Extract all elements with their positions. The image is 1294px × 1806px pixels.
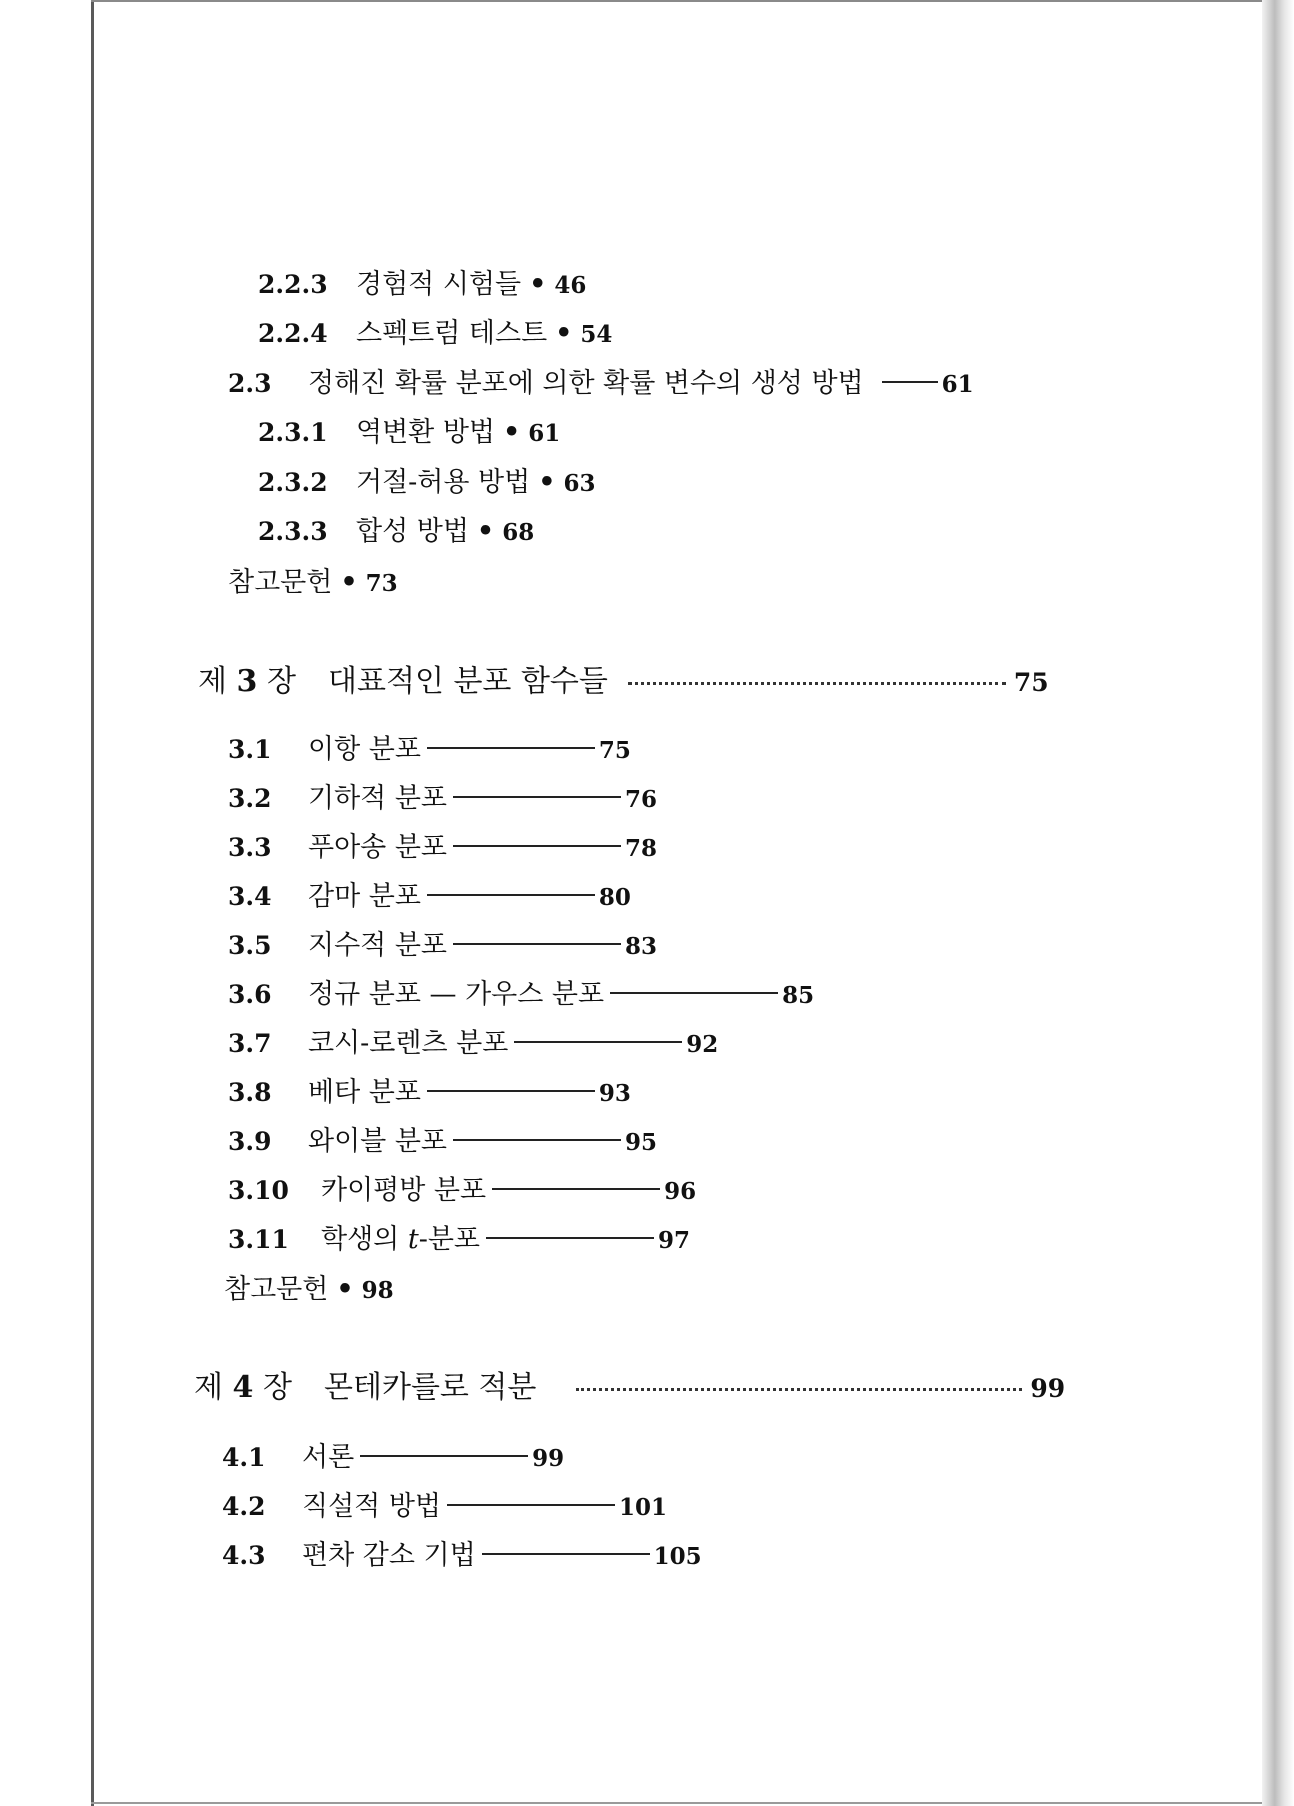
leader-rule — [882, 381, 938, 383]
bullet-separator: • — [340, 567, 358, 598]
toc-entry-3-2 — [228, 782, 657, 817]
entry-number: 3.2 — [228, 784, 272, 813]
entry-page: 98 — [361, 1277, 394, 1304]
bullet-separator: • — [336, 1274, 354, 1305]
entry-title: 직설적 방법 — [302, 1491, 441, 1522]
entry-page: 105 — [653, 1543, 702, 1570]
leader-rule — [427, 1090, 595, 1092]
entry-number: 3.8 — [228, 1078, 272, 1107]
title-prefix: 학생의 — [321, 1224, 400, 1255]
chapter-digit: 3 — [236, 664, 258, 699]
entry-title: 참고문헌 — [224, 1274, 329, 1305]
entry-title: 서론 — [302, 1442, 355, 1473]
leader-rule — [453, 943, 621, 945]
entry-title: 참고문헌 — [228, 567, 333, 598]
entry-page: 68 — [502, 519, 535, 546]
chapter-title: 대표적인 분포 함수들 — [328, 664, 608, 699]
entry-title: 이항 분포 — [308, 734, 421, 765]
page-edge-left — [91, 0, 94, 1806]
entry-number: 4.2 — [222, 1492, 266, 1521]
bullet-separator: • — [503, 417, 521, 448]
entry-page: 99 — [532, 1445, 565, 1472]
entry-title: 경험적 시험들 — [356, 269, 522, 300]
leader-rule — [447, 1504, 615, 1506]
entry-page: 54 — [580, 321, 613, 348]
dotted-leader — [628, 682, 1006, 685]
toc-entry-2-3-3 — [258, 515, 534, 550]
entry-title: 와이블 분포 — [308, 1126, 447, 1157]
entry-title: 편차 감소 기법 — [302, 1540, 476, 1571]
toc-entry-4-3 — [222, 1539, 702, 1574]
chapter-page: 75 — [1013, 668, 1049, 697]
toc-entry-2-2-4 — [258, 317, 612, 352]
leader-rule — [427, 894, 595, 896]
page-gutter-shadow — [1262, 0, 1294, 1806]
leader-rule — [482, 1553, 650, 1555]
entry-page: 97 — [658, 1227, 691, 1254]
leader-rule — [453, 796, 621, 798]
chapter-page: 99 — [1030, 1374, 1066, 1403]
entry-title: 합성 방법 — [356, 516, 469, 547]
leader-rule — [453, 1139, 621, 1141]
page-edge-top — [91, 0, 1271, 2]
entry-title: 카이평방 분포 — [321, 1175, 487, 1206]
leader-rule — [486, 1237, 654, 1239]
chapter-title: 몬테카를로 적분 — [324, 1370, 537, 1405]
bullet-separator: • — [555, 318, 573, 349]
toc-chapter-4 — [194, 1371, 1065, 1406]
entry-number: 4.1 — [222, 1443, 266, 1472]
bullet-separator: • — [476, 516, 495, 547]
entry-title: 푸아송 분포 — [308, 832, 447, 863]
leader-rule — [610, 992, 778, 994]
entry-title: 감마 분포 — [308, 881, 421, 912]
toc-entry-3-1 — [228, 733, 631, 768]
entry-page: 73 — [365, 570, 398, 597]
entry-page: 95 — [625, 1129, 658, 1156]
toc-entry-2-3-2 — [258, 466, 595, 501]
entry-number: 2.2.3 — [258, 270, 328, 299]
entry-number: 3.10 — [228, 1176, 289, 1205]
entry-page: 61 — [528, 420, 561, 447]
chapter-suffix: 장 — [262, 1370, 292, 1405]
leader-rule — [514, 1041, 682, 1043]
toc-entry-3-11 — [228, 1223, 690, 1258]
entry-number: 2.3.1 — [258, 418, 328, 447]
toc-entry-3-8 — [228, 1076, 631, 1111]
page-edge-bottom — [91, 1802, 1271, 1804]
title-italic-variable: t — [407, 1224, 419, 1255]
toc-entry-references-ch3 — [224, 1273, 394, 1308]
toc-entry-2-3-1 — [258, 416, 560, 451]
entry-page: 83 — [625, 933, 658, 960]
entry-page: 76 — [625, 786, 658, 813]
entry-number: 2.2.4 — [258, 319, 328, 348]
toc-entry-4-2 — [222, 1490, 667, 1525]
entry-page: 92 — [686, 1031, 719, 1058]
entry-number: 3.6 — [228, 980, 272, 1009]
chapter-suffix: 장 — [266, 664, 296, 699]
entry-number: 3.3 — [228, 833, 272, 862]
entry-page: 80 — [598, 884, 631, 911]
toc-entry-2-2-3 — [258, 268, 586, 303]
entry-number: 2.3 — [228, 369, 272, 398]
chapter-prefix: 제 — [194, 1370, 223, 1405]
entry-title: 정규 분포 — 가우스 분포 — [308, 979, 605, 1010]
leader-rule — [360, 1455, 528, 1457]
leader-rule — [492, 1188, 660, 1190]
entry-page: 75 — [598, 737, 631, 764]
entry-page: 93 — [598, 1080, 631, 1107]
entry-page: 78 — [625, 835, 658, 862]
bullet-separator: • — [529, 269, 547, 300]
entry-number: 3.7 — [228, 1029, 272, 1058]
entry-number: 2.3.2 — [258, 468, 328, 497]
entry-title: 코시-로렌츠 분포 — [308, 1028, 509, 1059]
bullet-separator: • — [538, 467, 556, 498]
entry-title: 정해진 확률 분포에 의한 확률 변수의 생성 방법 — [308, 368, 864, 399]
toc-entry-3-5 — [228, 929, 657, 964]
entry-page: 96 — [664, 1178, 697, 1205]
entry-number: 3.1 — [228, 735, 272, 764]
leader-rule — [427, 747, 595, 749]
toc-entry-3-7 — [228, 1027, 718, 1062]
entry-number: 3.4 — [228, 882, 272, 911]
entry-title: 기하적 분포 — [308, 783, 447, 814]
entry-page: 63 — [563, 470, 596, 497]
chapter-digit: 4 — [232, 1370, 254, 1405]
entry-page: 46 — [554, 272, 587, 299]
leader-rule — [453, 845, 621, 847]
toc-entry-references-ch2 — [228, 566, 398, 601]
entry-title: 지수적 분포 — [308, 930, 447, 961]
entry-title: 역변환 방법 — [356, 417, 495, 448]
toc-entry-3-3 — [228, 831, 657, 866]
entry-number: 2.3.3 — [258, 517, 328, 546]
chapter-prefix: 제 — [198, 664, 227, 699]
toc-entry-3-9 — [228, 1125, 657, 1160]
entry-number: 4.3 — [222, 1541, 266, 1570]
toc-entry-4-1 — [222, 1441, 564, 1476]
entry-title: 거절-허용 방법 — [356, 467, 531, 498]
title-suffix: -분포 — [418, 1224, 480, 1255]
chapter-number — [198, 665, 328, 699]
entry-number: 3.5 — [228, 931, 272, 960]
toc-chapter-3 — [198, 665, 1049, 700]
entry-number: 3.11 — [228, 1225, 289, 1254]
entry-title — [321, 1223, 480, 1257]
scan-margin — [0, 0, 92, 1806]
chapter-number — [194, 1371, 324, 1405]
toc-entry-3-6 — [228, 978, 814, 1013]
entry-number: 3.9 — [228, 1127, 272, 1156]
toc-entry-2-3 — [228, 367, 974, 402]
toc-entry-3-4 — [228, 880, 631, 915]
entry-page: 61 — [941, 371, 974, 398]
entry-page: 101 — [619, 1494, 668, 1521]
entry-page: 85 — [782, 982, 815, 1009]
entry-title: 베타 분포 — [308, 1077, 421, 1108]
entry-title: 스펙트럼 테스트 — [356, 318, 548, 349]
dotted-leader — [576, 1388, 1022, 1391]
toc-entry-3-10 — [228, 1174, 696, 1209]
